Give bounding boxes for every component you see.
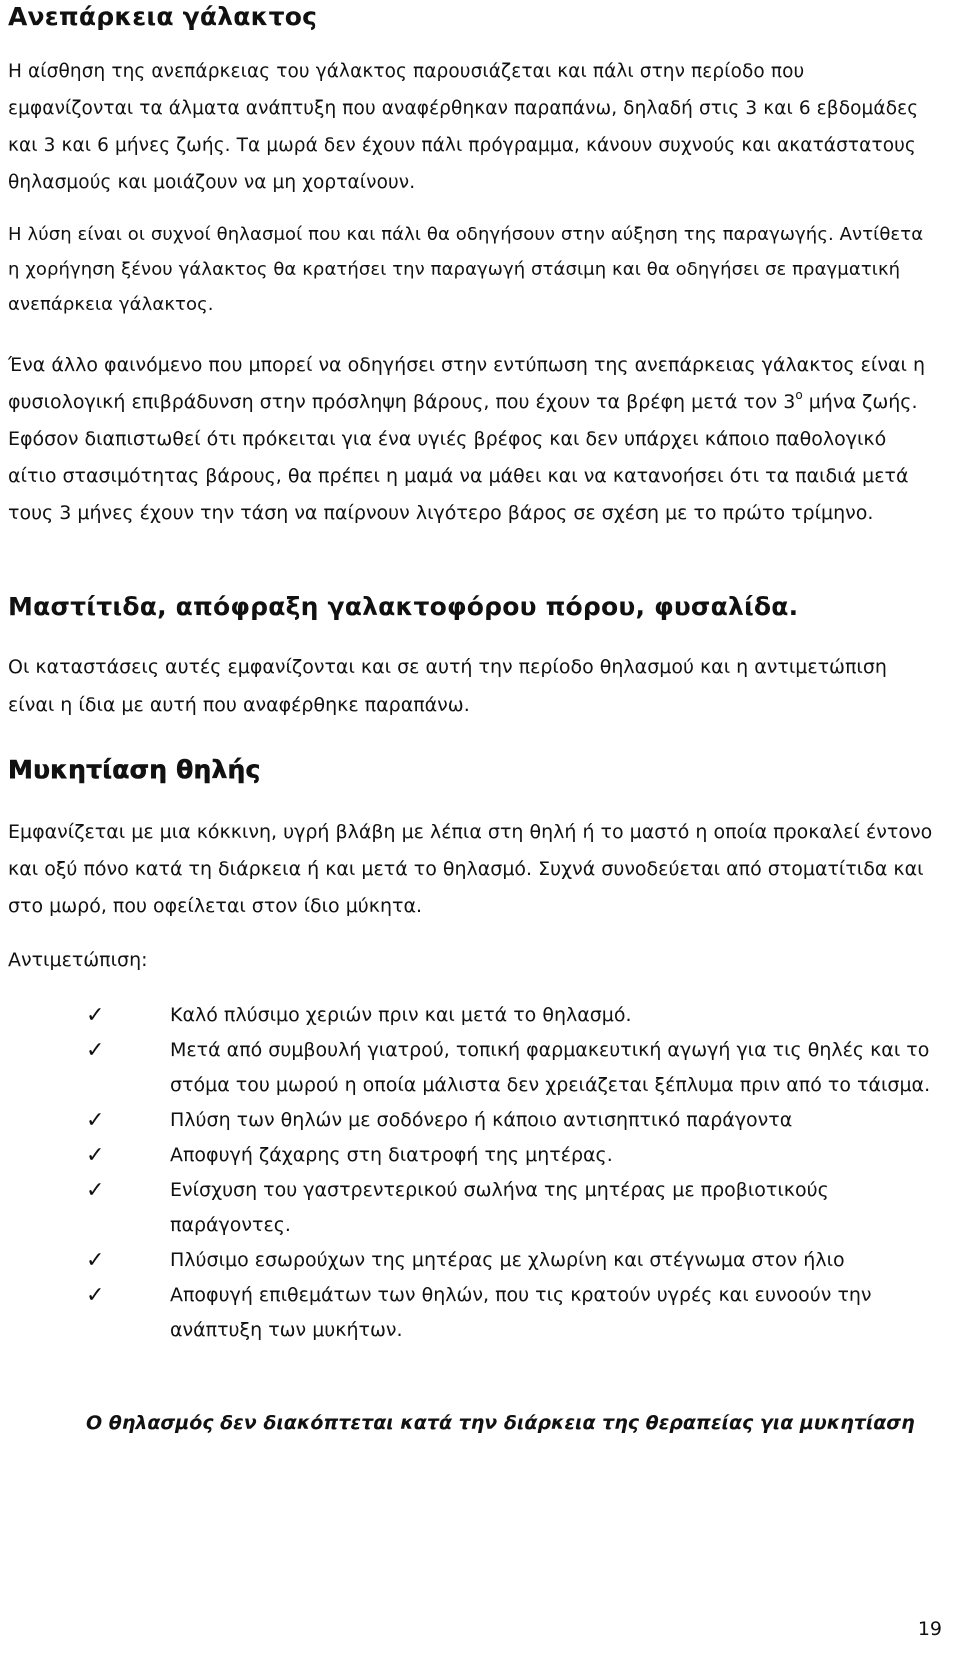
- paragraph-text-start: Ένα άλλο φαινόμενο που μπορεί να οδηγήσει στην εντύπωση της ανεπάρκειας γάλακτος είναι η φυσιολογική επιβράδυνση στην πρόσληψη βάρους, που έχουν τα βρέφη μετά τον 3: [8, 354, 925, 413]
- checkmark-icon: ✓: [86, 1003, 105, 1028]
- list-item: [8, 1243, 938, 1278]
- treatment-label: Αντιμετώπιση:: [8, 949, 148, 971]
- list-item-text: Πλύση των θηλών με σοδόνερο ή κάποιο αντισηπτικό παράγοντα: [170, 1109, 793, 1131]
- checkmark-icon: ✓: [86, 1178, 105, 1203]
- list-item: [8, 1278, 938, 1348]
- paragraph-mastitis: Οι καταστάσεις αυτές εμφανίζονται και σε αυτή την περίοδο θηλασμού και η αντιμετώπιση είναι η ίδια με αυτή που αναφέρθηκε παραπάνω.: [8, 656, 887, 716]
- section-title-milk-insufficiency: Ανεπάρκεια γάλακτος: [8, 2, 318, 31]
- page-number: 19: [917, 1618, 942, 1640]
- section-title-nipple-thrush: Μυκητίαση θηλής: [8, 755, 261, 784]
- list-item-text: Αποφυγή ζάχαρης στη διατροφή της μητέρας.: [170, 1144, 613, 1166]
- checkmark-icon: ✓: [86, 1283, 105, 1308]
- paragraph-weight-slowdown: [8, 347, 933, 532]
- list-item: [8, 998, 938, 1033]
- section-title-mastitis: Μαστίτιδα, απόφραξη γαλακτοφόρου πόρου, φυσαλίδα.: [8, 592, 799, 621]
- checkmark-icon: ✓: [86, 1038, 105, 1063]
- list-item: [8, 1103, 938, 1138]
- list-item: [8, 1033, 938, 1103]
- checkmark-icon: ✓: [86, 1143, 105, 1168]
- list-item-text: Μετά από συμβουλή γιατρού, τοπική φαρμακευτική αγωγή για τις θηλές και το στόμα του μωρού η οποία μάλιστα δεν χρειάζεται ξέπλυμα πριν από το τάισμα.: [170, 1039, 931, 1096]
- closing-note: Ο θηλασμός δεν διακόπτεται κατά την διάρκεια της θεραπείας για μυκητίαση: [86, 1412, 915, 1434]
- checkmark-icon: ✓: [86, 1108, 105, 1133]
- list-item-text: Πλύσιμο εσωρούχων της μητέρας με χλωρίνη και στέγνωμα στον ήλιο: [170, 1249, 845, 1271]
- list-item-text: Ενίσχυση του γαστρεντερικού σωλήνα της μητέρας με προβιοτικούς παράγοντες.: [170, 1179, 829, 1236]
- treatment-checklist: [8, 998, 938, 1348]
- ordinal-superscript: ο: [795, 388, 803, 402]
- list-item: [8, 1138, 938, 1173]
- list-item: [8, 1173, 938, 1243]
- list-item-text: Καλό πλύσιμο χεριών πριν και μετά το θηλασμό.: [170, 1004, 632, 1026]
- list-item-text: Αποφυγή επιθεμάτων των θηλών, που τις κρατούν υγρές και ευνοούν την ανάπτυξη των μυκήτων.: [170, 1284, 872, 1341]
- paragraph-milk-insufficiency-solution: Η λύση είναι οι συχνοί θηλασμοί που και πάλι θα οδηγήσουν στην αύξηση της παραγωγής. Αντίθετα η χορήγηση ξένου γάλακτος θα κρατήσει την παραγωγή στάσιμη και θα οδηγήσει σε πραγματική ανεπάρκεια γάλακτος.: [8, 224, 924, 315]
- paragraph-milk-insufficiency-intro: Η αίσθηση της ανεπάρκειας του γάλακτος παρουσιάζεται και πάλι στην περίοδο που εμφανίζονται τα άλματα ανάπτυξη που αναφέρθηκαν παραπάνω, δηλαδή στις 3 και 6 εβδομάδες και 3 και 6 μήνες ζωής. Τα μωρά δεν έχουν πάλι πρόγραμμα, κάνουν συχνούς και ακατάστατους θηλασμούς και μοιάζουν να μη χορταίνουν.: [8, 61, 919, 193]
- paragraph-text-end: μήνα ζωής. Εφόσον διαπιστωθεί ότι πρόκειται για ένα υγιές βρέφος και δεν υπάρχει κάποιο παθολογικό αίτιο στασιμότητας βάρους, θα πρέπει η μαμά να μάθει και να κατανοήσει ότι τα παιδιά μετά τους 3 μήνες έχουν την τάση να παίρνουν λιγότερο βάρος σε σχέση με το πρώτο τρίμηνο.: [8, 391, 918, 524]
- paragraph-nipple-thrush: Εμφανίζεται με μια κόκκινη, υγρή βλάβη με λέπια στη θηλή ή το μαστό η οποία προκαλεί έντονο και οξύ πόνο κατά τη διάρκεια ή και μετά το θηλασμό. Συχνά συνοδεύεται από στοματίτιδα και στο μωρό, που οφείλεται στον ίδιο μύκητα.: [8, 821, 933, 917]
- checkmark-icon: ✓: [86, 1248, 105, 1273]
